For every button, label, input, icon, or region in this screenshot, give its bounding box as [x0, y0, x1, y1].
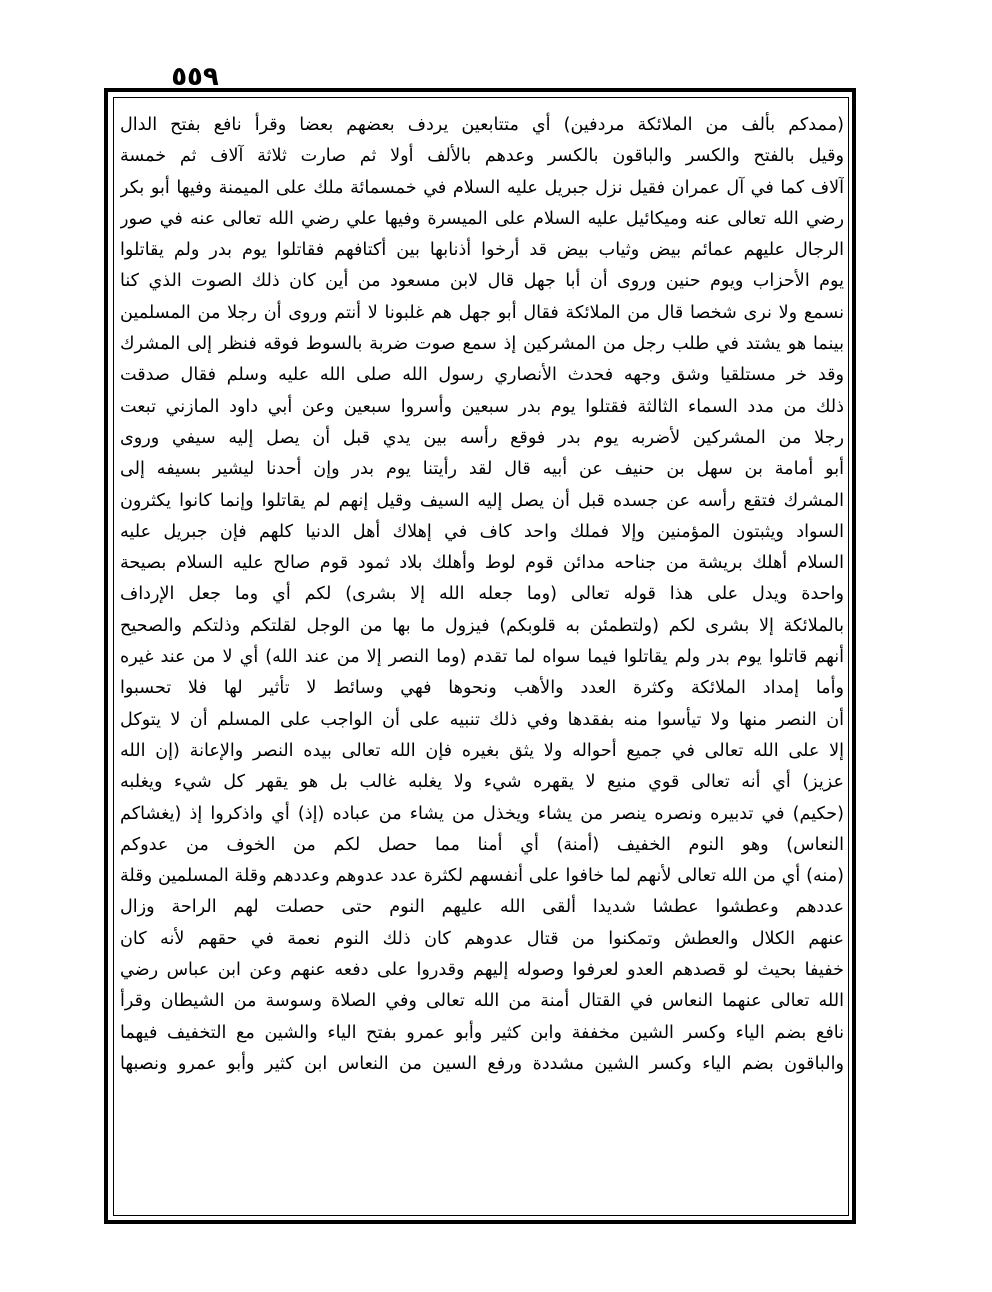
text-line: (منه) أي من الله تعالى لأنهم لما خافوا على أنفسهم لكثرة عدد عدوهم وعددهم وقلة المسلمين وقلة [120, 866, 844, 887]
text-line: خفيفا بحيث لو قصدهم العدو لعرفوا وصوله إليهم وقدروا على دفعه عنهم وعن ابن عباس رضي [120, 960, 844, 981]
text-line: وأما إمداد الملائكة وكثرة العدد والأهب ونحوها فهي وسائط لا تأثير لها فلا تحسبوا [120, 678, 844, 699]
text-line: ذلك من مدد السماء الثالثة فقتلوا يوم بدر سبعين وأسروا سبعين وعن أبي داود المازني تبعت [120, 396, 844, 417]
text-line: أنهم قاتلوا يوم بدر ولم يقاتلوا فيما سواه لما تقدم (وما النصر إلا من عند الله) أي لا من عند غيره [120, 647, 844, 668]
text-line: (حكيم) في تدبيره ونصره ينصر من يشاء ويخذل من يشاء من عباده (إذ) أي واذكروا إذ (يغشاكم [120, 803, 844, 824]
text-line: الرجال عليهم عمائم بيض وثياب بيض قد أرخوا أذنابها بين أكتافهم فقاتلوا يوم بدر ولم يقاتلوا [120, 240, 844, 261]
text-line: أبو أمامة بن سهل بن حنيف عن أبيه قال لقد رأيتنا يوم بدر وإن أحدنا ليشير بسيفه إلى [120, 459, 844, 480]
body-text [120, 110, 844, 1210]
text-line: النعاس) وهو النوم الخفيف (أمنة) أي أمنا مما حصل لكم من الخوف من عدوكم [120, 834, 844, 855]
text-line: الله تعالى عنهما النعاس في القتال أمنة من الله تعالى وفي الصلاة وسوسة من الشيطان وقرأ [120, 991, 844, 1012]
text-line: نسمع ولا نرى شخصا قال من الملائكة فقال أبو جهل هم غلبونا لا أنتم وروى أن رجلا من المسلمين [120, 302, 844, 323]
text-line: آلاف كما في آل عمران فقيل نزل جبريل عليه السلام في خمسمائة ملك على الميمنة وفيها أبو بكر [120, 177, 844, 198]
text-line: عنهم الكلال والعطش وتمكنوا من قتال عدوهم كان ذلك النوم نعمة في حقهم لأنه كان [120, 928, 844, 949]
text-line: عددهم وعطشوا عطشا شديدا ألقى الله عليهم النوم حتى حصلت لهم الراحة وزال [120, 897, 844, 918]
text-line: إلا على الله تعالى في جميع أحواله ولا يثق بغيره فإن الله تعالى بيده النصر والإعانة (إن الله [120, 740, 844, 761]
text-line: واحدة ويدل على هذا قوله تعالى (وما جعله الله إلا بشرى) لكم أي وما جعل الإرداف [120, 584, 844, 605]
text-line: عزيز) أي أنه تعالى قوي منيع لا يقهره شيء ولا يغلبه غالب بل هو يقهر كل شيء ويغلبه [120, 772, 844, 793]
text-line: (ممدكم بألف من الملائكة مردفين) أي متتابعين يردف بعضهم بعضا وقرأ نافع بفتح الدال [120, 115, 844, 135]
text-line: السلام أهلك بريشة من جناحه مدائن قوم لوط وأهلك بلاد ثمود قوم صالح عليه السلام بصيحة [120, 553, 844, 574]
text-line: بينما هو يشتد في طلب رجل من المشركين إذ سمع صوت ضربة بالسوط فوقه فنظر إلى المشرك [120, 334, 844, 355]
text-line: وقد خر مستلقيا وشق وجهه فحدث الأنصاري رسول الله صلى الله عليه وسلم فقال صدقت [120, 365, 844, 386]
text-line: رضي الله تعالى عنه وميكائيل عليه السلام على الميسرة وفيها علي رضي الله تعالى عنه في صور [120, 208, 844, 229]
text-line: السواد ويثبتون المؤمنين وإلا فملك واحد كاف في إهلاك أهل الدنيا كلهم فإن جبريل عليه [120, 521, 844, 542]
text-line: بالملائكة إلا بشرى لكم (ولتطمئن به قلوبكم) فيزول ما بها من الوجل لقلتكم وذلتكم والصحيح [120, 615, 844, 636]
text-line: المشرك فتقع رأسه عن جسده قبل أن يصل إليه السيف وقيل إنهم لم يقاتلوا وإنما كانوا يكثرون [120, 490, 844, 511]
text-line: وقيل بالفتح والكسر والباقون بالكسر وعدهم بالألف أولا ثم صارت ثلاثة آلاف ثم خمسة [120, 146, 844, 167]
text-line: والباقون بضم الياء وكسر الشين مشددة ورفع السين من النعاس ابن كثير وأبو عمرو ونصبها [120, 1053, 844, 1074]
text-line: يوم الأحزاب ويوم حنين وروى أن أبا جهل قال لابن مسعود من أين كان ذلك الصوت الذي كنا [120, 271, 844, 292]
text-line: أن النصر منها ولا تيأسوا منه بفقدها وفي ذلك تنبيه على أن الواجب على المسلم أن لا يتوكل [120, 709, 844, 730]
text-line: نافع بضم الياء وكسر الشين مخففة وابن كثير وأبو عمرو بفتح الياء والشين مع التخفيف فيهما [120, 1022, 844, 1043]
text-line: رجلا من المشركين لأضربه يوم بدر فوقع رأسه بين يدي قبل أن يصل إليه سيفي وروى [120, 427, 844, 448]
page-number: ٥٥٩ [171, 62, 219, 92]
